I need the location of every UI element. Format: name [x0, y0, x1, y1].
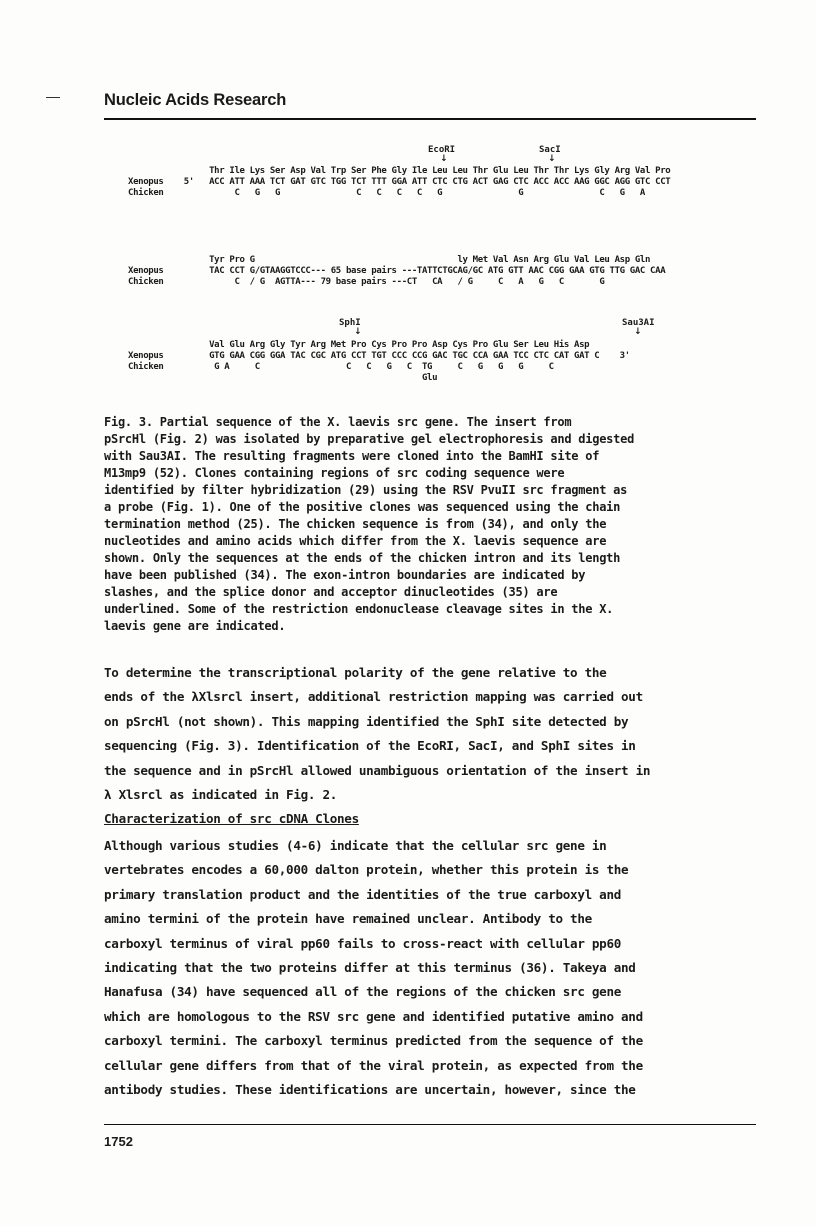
- body-line: primary translation product and the identities of the true carboxyl and: [104, 886, 622, 902]
- body-line: sequencing (Fig. 3). Identification of the EcoRI, SacI, and SphI sites in: [104, 738, 636, 754]
- body-line: the sequence and in pSrcHl allowed unambiguous orientation of the insert in: [104, 762, 651, 778]
- body-line: vertebrates encodes a 60,000 dalton protein, whether this protein is the: [104, 862, 629, 878]
- chicken-row: Chicken G A C C C G C TG C G G G C: [128, 362, 554, 372]
- xenopus-row: Xenopus 5' ACC ATT AAA TCT GAT GTC TGG TCT TTT GGA ATT CTC CTG ACT GAG CTC ACC ACC AAG GGC AGG GTC CCT: [128, 177, 671, 187]
- xenopus-row: Xenopus GTG GAA CGG GGA TAC CGC ATG CCT TGT CCC CCG GAC TGC CCA GAA TCC CTC CAT GAT C 3': [128, 351, 630, 361]
- body-line: indicating that the two proteins differ at this terminus (36). Takeya and: [104, 960, 636, 976]
- sequence-block-1: [128, 166, 670, 199]
- sequence-block-3: [128, 340, 630, 384]
- section-heading: Characterization of src cDNA Clones: [104, 811, 359, 826]
- caption-line: termination method (25). The chicken sequence is from (34), and only the: [104, 517, 607, 531]
- caption-line: shown. Only the sequences at the ends of the chicken intron and its length: [104, 551, 621, 565]
- body-line: carboxyl terminus of viral pp60 fails to cross-react with cellular pp60: [104, 935, 622, 951]
- aa-row: Thr Ile Lys Ser Asp Val Trp Ser Phe Gly Ile Leu Leu Thr Glu Leu Thr Thr Lys Gly Arg Val Pro: [128, 166, 671, 176]
- body-paragraph-1: [104, 661, 758, 807]
- sphi-arrow-icon: ↓: [354, 327, 362, 337]
- body-line: ends of the λXlsrcl insert, additional restriction mapping was carried out: [104, 689, 643, 705]
- caption-line: laevis gene are indicated.: [104, 619, 286, 633]
- aa-variant-row: Glu: [128, 373, 438, 383]
- journal-title: Nucleic Acids Research: [104, 91, 287, 109]
- body-line: To determine the transcriptional polarity of the gene relative to the: [104, 665, 607, 680]
- ecori-arrow-icon: ↓: [440, 154, 448, 164]
- caption-line: a probe (Fig. 1). One of the positive clones was sequenced using the chain: [104, 500, 621, 514]
- caption-line: underlined. Some of the restriction endonuclease cleavage sites in the X.: [104, 602, 614, 616]
- body-line: which are homologous to the RSV src gene and identified putative amino and: [104, 1008, 643, 1024]
- sau3ai-arrow-icon: ↓: [634, 327, 642, 337]
- body-line: Hanafusa (34) have sequenced all of the regions of the chicken src gene: [104, 984, 622, 1000]
- caption-line: identified by filter hybridization (29) using the RSV PvuII src fragment as: [104, 483, 628, 497]
- sphi-label: SphI: [339, 318, 361, 328]
- chicken-row: Chicken C G G C C C C G G C G A: [128, 188, 645, 198]
- xenopus-row: Xenopus TAC CCT G/GTAAGGTCCC--- 65 base pairs ---TATTCTGCAG/GC ATG GTT AAC CGG GAA GTG TTG GAC CAA: [128, 266, 666, 276]
- body-line: Although various studies (4-6) indicate that the cellular src gene in: [104, 838, 607, 853]
- caption-line: pSrcHl (Fig. 2) was isolated by preparative gel electrophoresis and digested: [104, 432, 635, 446]
- caption-line: have been published (34). The exon-intron boundaries are indicated by: [104, 568, 586, 582]
- figure-caption: [104, 414, 758, 635]
- saci-label: SacI: [539, 145, 561, 155]
- caption-line: M13mp9 (52). Clones containing regions of src coding sequence were: [104, 466, 565, 480]
- footer-rule: [104, 1124, 756, 1125]
- caption-line: Fig. 3. Partial sequence of the X. laevis src gene. The insert from: [104, 415, 572, 429]
- body-line: antibody studies. These identifications are uncertain, however, since the: [104, 1082, 636, 1098]
- body-line: cellular gene differs from that of the viral protein, as expected from the: [104, 1057, 643, 1073]
- header-rule: [104, 118, 756, 120]
- aa-row: Val Glu Arg Gly Tyr Arg Met Pro Cys Pro Pro Asp Cys Pro Glu Ser Leu His Asp: [128, 340, 590, 350]
- body-line: on pSrcHl (not shown). This mapping identified the SphI site detected by: [104, 713, 629, 729]
- body-line: amino termini of the protein have remained unclear. Antibody to the: [104, 911, 592, 927]
- body-paragraph-2: [104, 834, 758, 1102]
- saci-arrow-icon: ↓: [548, 154, 556, 164]
- caption-line: slashes, and the splice donor and acceptor dinucleotides (35) are: [104, 585, 558, 599]
- body-line: carboxyl termini. The carboxyl terminus predicted from the sequence of the: [104, 1033, 643, 1049]
- body-line: λ Xlsrcl as indicated in Fig. 2.: [104, 787, 338, 803]
- caption-line: with Sau3AI. The resulting fragments were cloned into the BamHI site of: [104, 449, 600, 463]
- chicken-row: Chicken C / G AGTTA--- 79 base pairs ---CT CA / G C A G C G: [128, 277, 605, 287]
- caption-line: nucleotides and amino acids which differ from the X. laevis sequence are: [104, 534, 607, 548]
- margin-dash: [46, 97, 60, 98]
- page-number: 1752: [104, 1134, 133, 1149]
- sau3ai-label: Sau3AI: [622, 318, 655, 328]
- sequence-block-2: [128, 255, 665, 288]
- aa-row: Tyr Pro G ly Met Val Asn Arg Glu Val Leu Asp Gln: [128, 255, 651, 265]
- ecori-label: EcoRI: [428, 145, 456, 155]
